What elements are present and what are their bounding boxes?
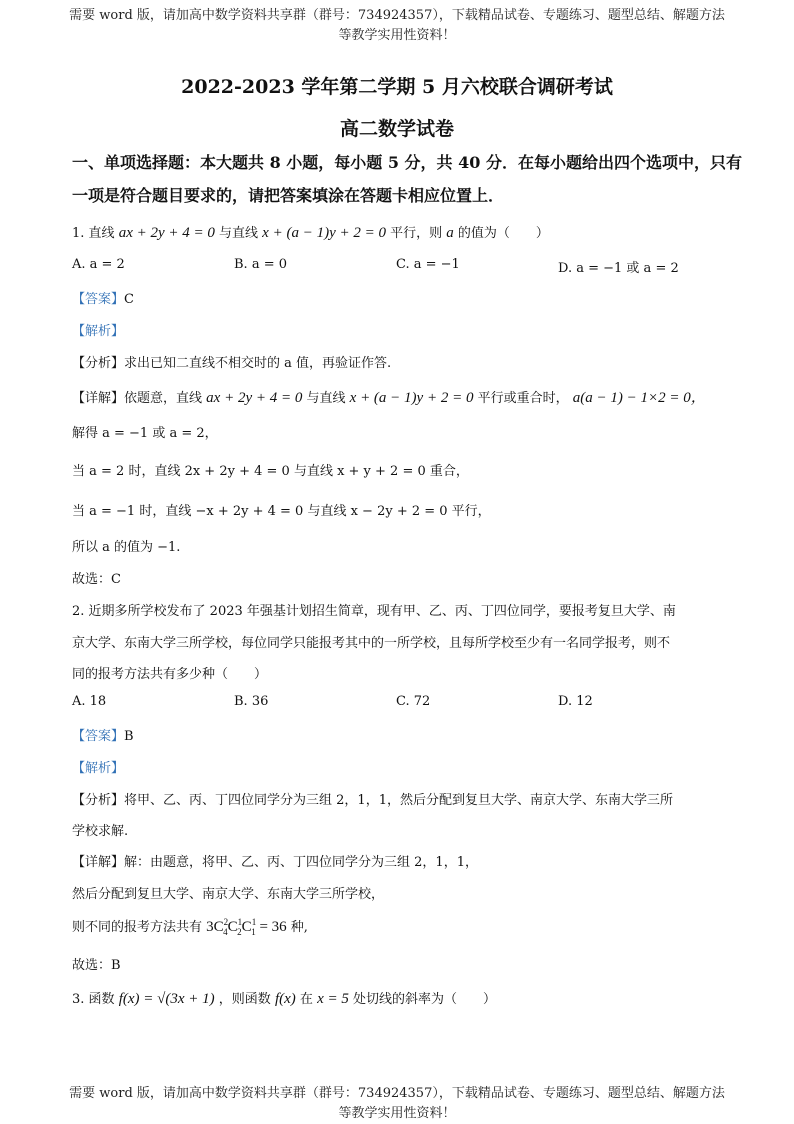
q2-fenxi-line2: 学校求解. <box>72 824 129 839</box>
q2-option-b: B. 36 <box>234 694 269 709</box>
q1-step4: 所以 a 的值为 −1. <box>72 540 181 555</box>
bottom-banner <box>40 1084 754 1124</box>
q1-detail: 【详解】依题意，直线 ax + 2y + 4 = 0 与直线 x + (a − 1)y + 2 = 0 平行或重合时， a(a − 1) − 1×2 = 0， <box>72 390 706 406</box>
q1-stem: 1. 直线 ax + 2y + 4 = 0 与直线 x + (a − 1)y + 2 = 0 平行，则 a 的值为（ ） <box>72 225 549 241</box>
q2-stem-line2: 京大学、东南大学三所学校，每位同学只能报考其中的一所学校，且每所学校至少有一名同学报考，则不 <box>72 636 671 651</box>
exam-subtitle: 高二数学试卷 <box>339 118 454 140</box>
q1-step2: 当 a = 2 时，直线 2x + 2y + 4 = 0 与直线 x + y + 2 = 0 重合， <box>72 464 469 479</box>
q2-detail-line3: 则不同的报考方法共有 $3C^2_4C^1_2C^1_1 = 36$ 种, <box>72 917 308 937</box>
q2-stem-line3: 同的报考方法共有多少种（ ） <box>72 667 268 682</box>
q2-option-c: C. 72 <box>396 694 431 709</box>
section-header-line1: 一、单项选择题：本大题共 8 小题，每小题 5 分，共 40 分．在每小题给出四个选项中，只有 <box>72 153 742 172</box>
q1-step1: 解得 a = −1 或 a = 2， <box>72 426 218 441</box>
bottom-banner-line2: 等教学实用性资料！ <box>338 1106 456 1121</box>
q1-fenxi: 【分析】求出已知二直线不相交时的 a 值，再验证作答. <box>72 356 392 371</box>
q1-conclusion: 故选：C <box>72 572 121 587</box>
q3-function: f(x) = √(3x + 1) <box>118 991 215 1007</box>
q1-answer: 【答案】C <box>72 292 134 307</box>
top-banner <box>40 6 754 46</box>
q2-detail-line2: 然后分配到复旦大学、南京大学、东南大学三所学校， <box>72 887 385 902</box>
q2-option-d: D. 12 <box>558 694 593 709</box>
exam-title: 2022-2023 学年第二学期 5 月六校联合调研考试 <box>181 76 613 98</box>
q1-option-c: C. a = −1 <box>396 257 460 272</box>
q2-answer: 【答案】B <box>72 729 134 744</box>
section-header-line2: 一项是符合题目要求的，请把答案填涂在答题卡相应位置上． <box>72 186 505 205</box>
q2-conclusion: 故选：B <box>72 958 121 973</box>
q2-fenxi-line1: 【分析】将甲、乙、丙、丁四位同学分为三组 2，1，1，然后分配到复旦大学、南京大学、东南大学三所 <box>72 793 673 808</box>
q1-option-d: D. a = −1 或 a = 2 <box>558 261 679 276</box>
q1-step3: 当 a = −1 时，直线 −x + 2y + 4 = 0 与直线 x − 2y + 2 = 0 平行， <box>72 504 491 519</box>
q2-stem-line1: 2. 近期多所学校发布了 2023 年强基计划招生简章，现有甲、乙、丙、丁四位同学，要报考复旦大学、南 <box>72 604 676 619</box>
q1-option-a: A. a = 2 <box>72 257 125 272</box>
q3-stem: 3. 函数 f(x) = √(3x + 1) ，则函数 f(x) 在 x = 5 处切线的斜率为（ ） <box>72 991 496 1007</box>
top-banner-line2: 等教学实用性资料！ <box>338 28 456 43</box>
q2-option-a: A. 18 <box>72 694 107 709</box>
q1-option-b: B. a = 0 <box>234 257 287 272</box>
q2-analysis-label: 【解析】 <box>72 761 125 776</box>
q1-line2-equation: x + (a − 1)y + 2 = 0 <box>262 225 386 241</box>
top-banner-line1: 需要 word 版，请加高中数学资料共享群（群号：734924357），下载精品试卷、专题练习、题型总结、解题方法 <box>69 8 725 23</box>
q1-analysis-label: 【解析】 <box>72 324 125 339</box>
q1-line1-equation: ax + 2y + 4 = 0 <box>118 225 215 241</box>
bottom-banner-line1: 需要 word 版，请加高中数学资料共享群（群号：734924357），下载精品试卷、专题练习、题型总结、解题方法 <box>69 1086 725 1101</box>
q2-combination-formula: $3C^2_4C^1_2C^1_1 = 36$ <box>206 917 287 937</box>
q2-detail-line1: 【详解】解：由题意，将甲、乙、丙、丁四位同学分为三组 2，1，1， <box>72 855 478 870</box>
